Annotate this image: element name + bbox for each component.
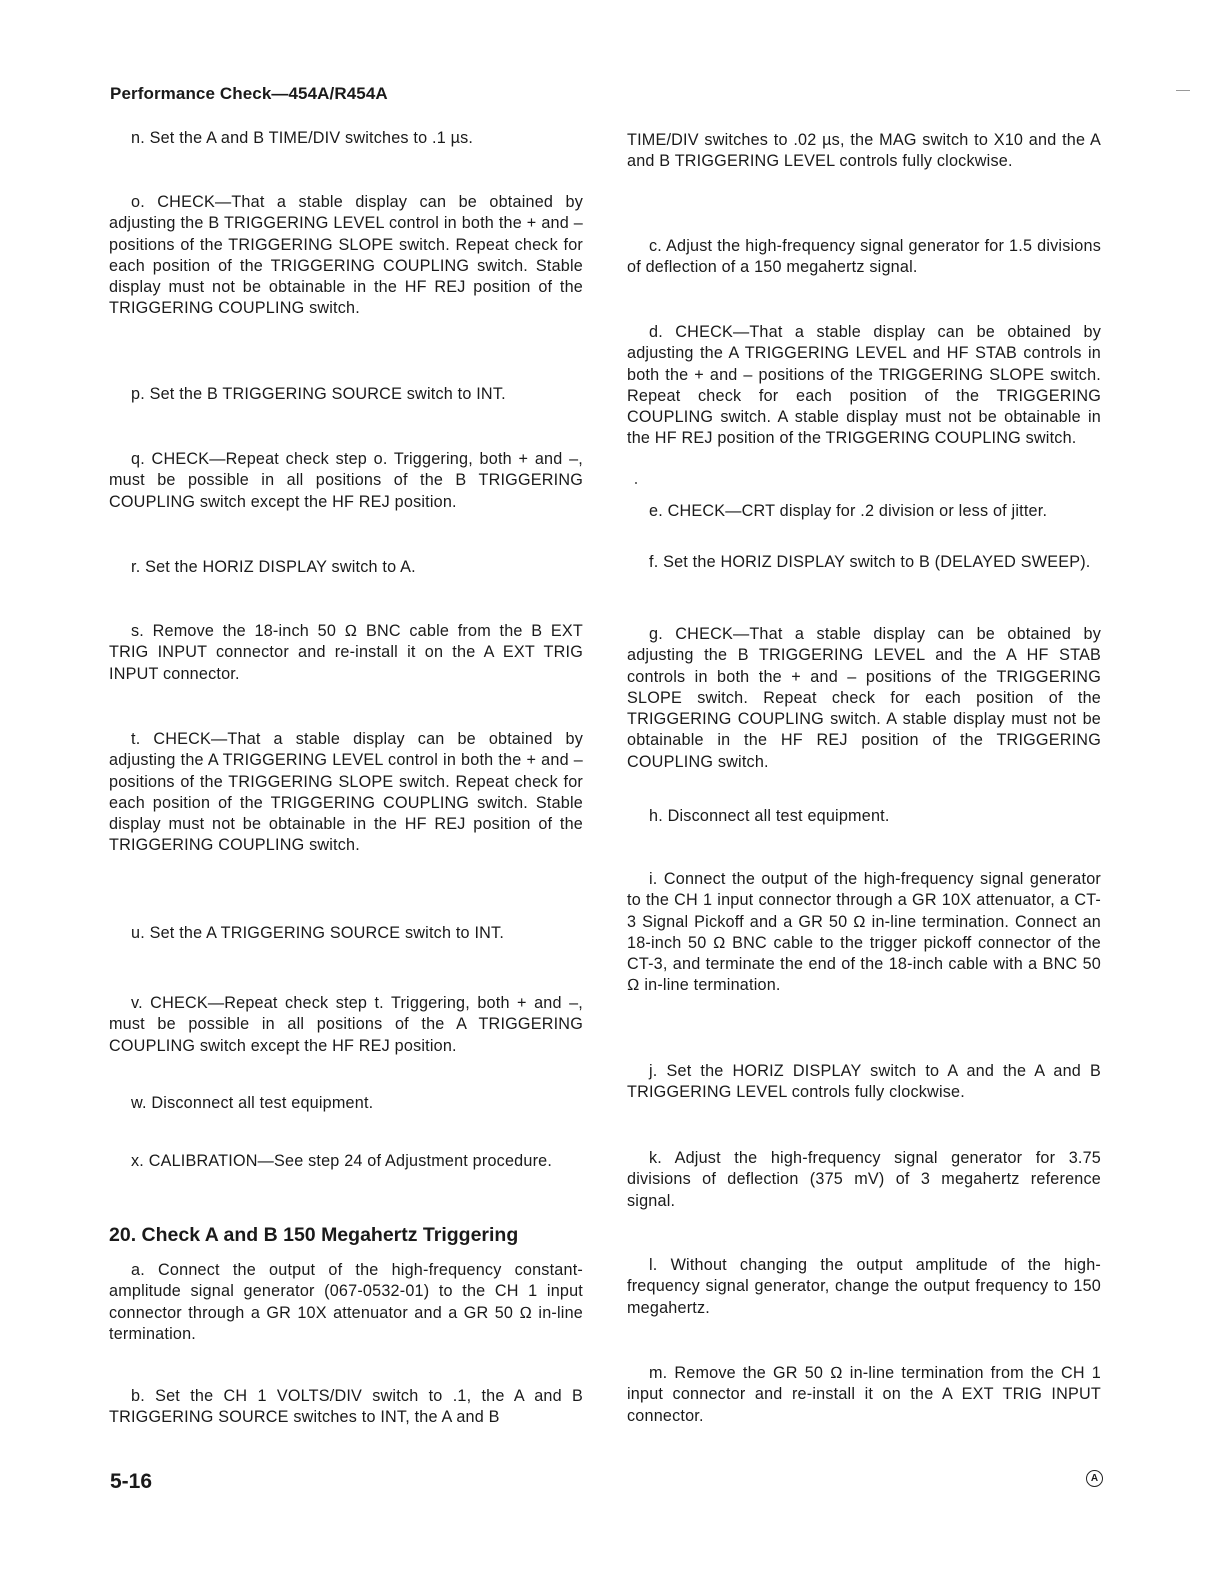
step-v: v. CHECK—Repeat check step t. Triggering, both + and –, must be possible in all positions of the A TRIGGERING COUPLING switch except the HF REJ position. xyxy=(109,994,583,1055)
step-q: q. CHECK—Repeat check step o. Triggering, both + and –, must be possible in all positions of the B TRIGGERING COUPLING switch except the HF REJ position. xyxy=(109,450,583,511)
step-20a: a. Connect the output of the high-frequency constant-amplitude signal generator (067-0532-01) to the CH 1 input connector through a GR 10X attenuator and a GR 50 Ω in-line termination. xyxy=(109,1261,583,1343)
step-h: h. Disconnect all test equipment. xyxy=(649,807,890,825)
step-l: l. Without changing the output amplitude of the high-frequency signal generator, change the output frequency to 150 megahertz. xyxy=(627,1256,1101,1317)
step-x: x. CALIBRATION—See step 24 of Adjustment procedure. xyxy=(131,1152,553,1170)
step-k: k. Adjust the high-frequency signal generator for 3.75 divisions of deflection (375 mV) of 3 megahertz reference signal. xyxy=(627,1149,1101,1210)
step-f: f. Set the HORIZ DISPLAY switch to B (DELAYED SWEEP). xyxy=(649,553,1091,571)
step-s: s. Remove the 18-inch 50 Ω BNC cable from the B EXT TRIG INPUT connector and re-install it on the A EXT TRIG INPUT connector. xyxy=(109,622,583,683)
page-number: 5-16 xyxy=(110,1470,153,1493)
step-t: t. CHECK—That a stable display can be obtained by adjusting the A TRIGGERING LEVEL control in both the + and – positions of the TRIGGERING SLOPE switch. Repeat check for each position of the TRIGGERING COUPLING switch. Stable display must not be obtainable in the HF REJ position of the TRIGGERING COUPLING switch. xyxy=(109,730,583,855)
step-u: u. Set the A TRIGGERING SOURCE switch to INT. xyxy=(131,924,505,942)
revision-mark: A xyxy=(1086,1470,1103,1487)
step-i: i. Connect the output of the high-frequency signal generator to the CH 1 input connector through a GR 10X attenuator, a CT-3 Signal Pickoff and a GR 50 Ω in-line termination. Connect an 18-inch 50 Ω BNC cable to the trigger pickoff connector of the CT-3, and terminate the end of the 18-inch cable with a BNC 50 Ω in-line termination. xyxy=(627,870,1101,995)
section-heading: 20. Check A and B 150 Megahertz Triggering xyxy=(109,1224,519,1246)
page-header: Performance Check—454A/R454A xyxy=(110,84,388,103)
step-m: m. Remove the GR 50 Ω in-line termination from the CH 1 input connector and re-install it on the A EXT TRIG INPUT connector. xyxy=(627,1364,1101,1425)
step-p: p. Set the B TRIGGERING SOURCE switch to INT. xyxy=(131,385,506,403)
margin-mark xyxy=(1176,90,1190,91)
step-e: e. CHECK—CRT display for .2 division or less of jitter. xyxy=(649,502,1048,520)
step-20b: b. Set the CH 1 VOLTS/DIV switch to .1, the A and B TRIGGERING SOURCE switches to INT, the A and B xyxy=(109,1387,583,1427)
step-c: c. Adjust the high-frequency signal generator for 1.5 divisions of deflection of a 150 megahertz signal. xyxy=(627,237,1101,277)
step-b-continued: TIME/DIV switches to .02 µs, the MAG switch to X10 and the A and B TRIGGERING LEVEL controls fully clockwise. xyxy=(627,131,1101,171)
step-j: j. Set the HORIZ DISPLAY switch to A and the A and B TRIGGERING LEVEL controls fully clockwise. xyxy=(627,1062,1101,1102)
step-w: w. Disconnect all test equipment. xyxy=(131,1094,374,1112)
step-o: o. CHECK—That a stable display can be obtained by adjusting the B TRIGGERING LEVEL control in both the + and – positions of the TRIGGERING SLOPE switch. Repeat check for each position of the TRIGGERING COUPLING switch. Stable display must not be obtainable in the HF REJ position of the TRIGGERING COUPLING switch. xyxy=(109,193,583,318)
step-n: n. Set the A and B TIME/DIV switches to .1 µs. xyxy=(131,129,474,147)
stray-dot xyxy=(635,482,637,484)
step-g: g. CHECK—That a stable display can be obtained by adjusting the B TRIGGERING LEVEL and the A HF STAB controls in both the + and – positions of the TRIGGERING SLOPE switch. Repeat check for each position of the TRIGGERING COUPLING switch. A stable display must not be obtainable in the HF REJ position of the TRIGGERING COUPLING switch. xyxy=(627,625,1101,771)
step-r: r. Set the HORIZ DISPLAY switch to A. xyxy=(131,558,416,576)
step-d: d. CHECK—That a stable display can be obtained by adjusting the A TRIGGERING LEVEL and HF STAB controls in both the + and – positions of the TRIGGERING SLOPE switch. Repeat check for each position of the TRIGGERING COUPLING switch. A stable display must not be obtainable in the HF REJ position of the TRIGGERING COUPLING switch. xyxy=(627,323,1101,448)
